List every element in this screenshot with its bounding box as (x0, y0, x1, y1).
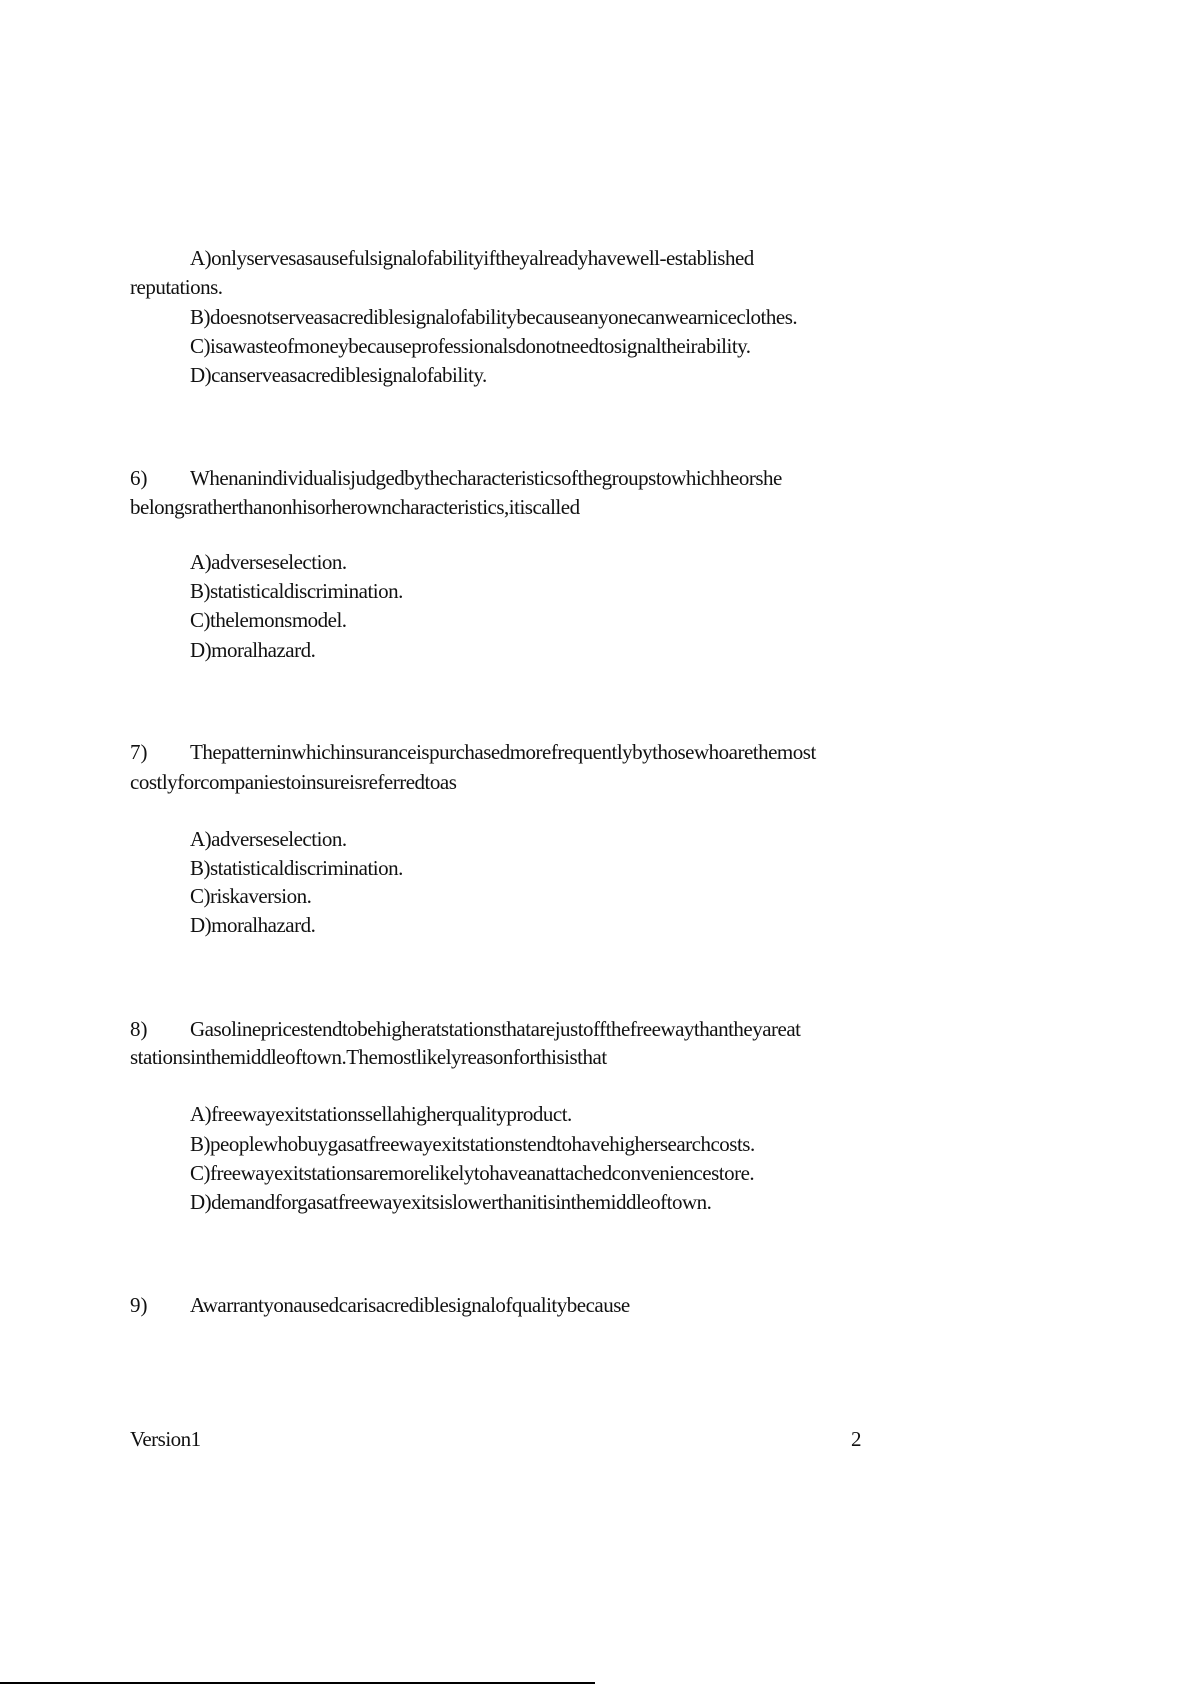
option-b: B)peoplewhobuygasatfreewayexitstationstendtohavehighersearchcosts. (190, 1132, 755, 1156)
question-stem-continued: stationsinthemiddleoftown.Themostlikelyreasonforthisisthat (130, 1045, 607, 1069)
question-stem-continued: costlyforcompaniestoinsureisreferredtoas (130, 770, 457, 794)
option-d: D)canserveasacrediblesignalofability. (190, 363, 487, 387)
question-stem-continued: belongsratherthanonhisorherowncharacteristics,itiscalled (130, 495, 580, 519)
page-number: 2 (851, 1427, 861, 1451)
bottom-divider (0, 1682, 595, 1684)
option-d: D)demandforgasatfreewayexitsislowerthanitisinthemiddleoftown. (190, 1190, 712, 1214)
question-stem: Gasolinepricestendtobehigheratstationsthatarejustoffthefreewaythantheyareat (190, 1017, 801, 1041)
option-c: C)freewayexitstationsaremorelikelytohaveanattachedconveniencestore. (190, 1161, 755, 1185)
question-number: 7) (130, 740, 148, 764)
question-stem: Awarrantyonausedcarisacrediblesignalofqualitybecause (190, 1293, 630, 1317)
version-label: Version1 (130, 1427, 201, 1451)
question-stem: Whenanindividualisjudgedbythecharacteristicsofthegroupstowhichheorshe (190, 466, 782, 490)
question-number: 8) (130, 1017, 148, 1041)
option-c: C)riskaversion. (190, 884, 312, 908)
option-a-continued: reputations. (130, 275, 223, 299)
option-d: D)moralhazard. (190, 913, 316, 937)
option-a: A)onlyservesasausefulsignalofabilityiftheyalreadyhavewell-established (190, 246, 754, 270)
option-a: A)adverseselection. (190, 827, 347, 851)
question-stem: Thepatterninwhichinsuranceispurchasedmorefrequentlybythosewhoarethemost (190, 740, 816, 764)
option-b: B)statisticaldiscrimination. (190, 579, 403, 603)
option-a: A)adverseselection. (190, 550, 347, 574)
question-number: 6) (130, 466, 148, 490)
option-b: B)doesnotserveasacrediblesignalofabilitybecauseanyonecanwearniceclothes. (190, 305, 798, 329)
option-d: D)moralhazard. (190, 638, 316, 662)
option-c: C)isawasteofmoneybecauseprofessionalsdonotneedtosignaltheirability. (190, 334, 751, 358)
question-number: 9) (130, 1293, 148, 1317)
option-a: A)freewayexitstationssellahigherqualityproduct. (190, 1102, 572, 1126)
option-c: C)thelemonsmodel. (190, 608, 347, 632)
option-b: B)statisticaldiscrimination. (190, 856, 403, 880)
